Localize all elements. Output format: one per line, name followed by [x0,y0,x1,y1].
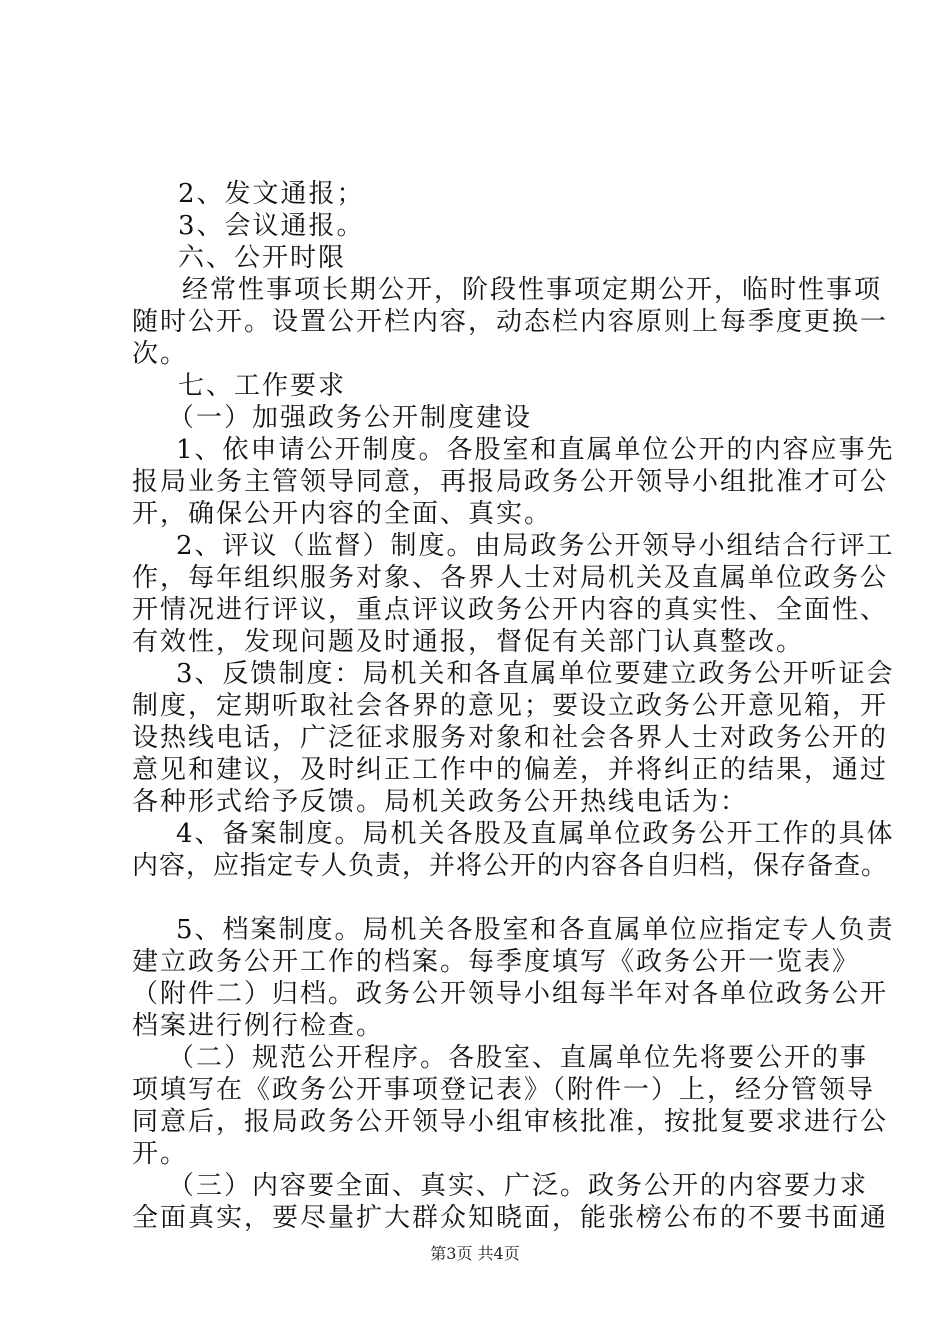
text-line: 开。 [132,1139,189,1169]
text-line: 意见和建议，及时纠正工作中的偏差，并将纠正的结果，通过 [132,755,889,785]
text-line: 建立政务公开工作的档案。每季度填写《政务公开一览表》 [132,947,861,977]
text-line: 同意后，报局政务公开领导小组审核批准，按批复要求进行公 [132,1107,889,1137]
text-line: 有效性，发现问题及时通报，督促有关部门认真整改。 [132,627,805,657]
text-line: （附件二）归档。政务公开领导小组每半年对各单位政务公开 [132,979,889,1009]
text-line: 制度，定期听取社会各界的意见；要设立政务公开意见箱，开 [132,691,889,721]
text-line: 随时公开。设置公开栏内容，动态栏内容原则上每季度更换一 [132,307,889,337]
text-line: 5、档案制度。局机关各股室和各直属单位应指定专人负责 [176,915,895,945]
section-heading: 七、工作要求 [178,371,347,401]
text-line: 开，确保公开内容的全面、真实。 [132,499,553,529]
section-heading: 六、公开时限 [178,243,347,273]
text-line: 3、反馈制度：局机关和各直属单位要建立政务公开听证会 [176,659,895,689]
text-line: 项填写在《政务公开事项登记表》（附件一）上，经分管领导 [132,1075,876,1105]
text-line: 各种形式给予反馈。局机关政务公开热线电话为： [132,787,749,817]
subsection-heading: （二）规范公开程序。各股室、直属单位先将要公开的事 [168,1043,869,1073]
text-line: 内容，应指定专人负责，并将公开的内容各自归档，保存备查。 [132,851,889,881]
text-line: 作，每年组织服务对象、各界人士对局机关及直属单位政务公 [132,563,889,593]
subsection-heading: （一）加强政务公开制度建设 [168,403,533,433]
text-line: 全面真实，要尽量扩大群众知晓面，能张榜公布的不要书面通 [132,1203,889,1233]
text-line: 设热线电话，广泛征求服务对象和社会各界人士对政务公开的 [132,723,889,753]
text-line: 2、评议（监督）制度。由局政务公开领导小组结合行评工 [176,531,895,561]
text-line: 3、会议通报。 [178,211,365,241]
text-line: 2、发文通报； [178,179,365,209]
text-line: 1、依申请公开制度。各股室和直属单位公开的内容应事先 [176,435,895,465]
text-line: 次。 [132,339,189,369]
text-line: 4、备案制度。局机关各股及直属单位政务公开工作的具体 [176,819,895,849]
text-line: 报局业务主管领导同意，再报局政务公开领导小组批准才可公 [132,467,889,497]
text-line: 档案进行例行检查。 [132,1011,385,1041]
page-footer: 第3页 共4页 [430,1244,520,1263]
subsection-heading: （三）内容要全面、真实、广泛。政务公开的内容要力求 [168,1171,869,1201]
text-line: 开情况进行评议，重点评议政务公开内容的真实性、全面性、 [132,595,889,625]
text-line: 经常性事项长期公开，阶段性事项定期公开，临时性事项 [182,275,883,305]
